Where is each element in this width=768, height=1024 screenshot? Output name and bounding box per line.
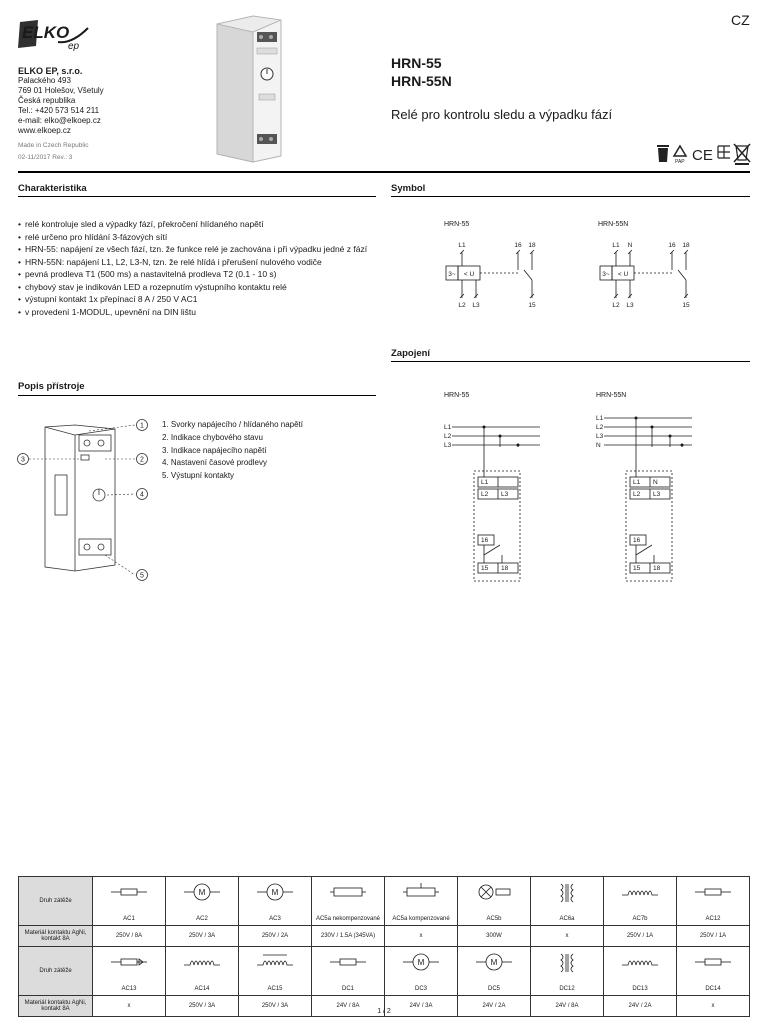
load-type-label: AC15 — [267, 986, 283, 992]
load-row-types-top — [19, 877, 750, 926]
section-symbol-rule — [391, 196, 750, 197]
wiring-b-title: HRN-55N — [596, 392, 627, 399]
symbol-a — [446, 242, 536, 309]
terminal-label: 18 — [653, 565, 661, 572]
resistor-icon — [693, 881, 733, 903]
terminal-label: L3 — [626, 302, 634, 309]
motor-icon — [474, 951, 514, 973]
product-subtitle: Relé pro kontrolu sledu a výpadku fází — [391, 107, 613, 122]
device-photo — [205, 14, 290, 164]
wiring-a — [444, 424, 540, 581]
svg-text:PAP: PAP — [675, 159, 685, 165]
legend-item: 3. Indikace napájecího napětí — [162, 445, 267, 455]
load-type-label: DC5 — [487, 986, 500, 992]
load-table — [18, 876, 750, 1017]
company-name: ELKO EP, s.r.o. — [18, 66, 83, 76]
load-type-label: AC3 — [269, 916, 281, 922]
characteristic-item: • HRN-55N: napájení L1, L2, L3-N, tzn. že relé hlídá i přerušení nulového vodiče — [18, 256, 378, 269]
load-value-cell: 24V / 3A — [385, 996, 458, 1017]
load-type-label: DC1 — [341, 986, 354, 992]
terminal-label: L3 — [472, 302, 480, 309]
transformer-icon — [547, 951, 587, 973]
load-type-cell — [166, 877, 239, 926]
fluorescent-icon — [328, 881, 368, 903]
company-tel: Tel.: +420 573 514 211 — [18, 106, 100, 115]
callout-1: 1 — [140, 422, 144, 430]
terminal-label: L2 — [612, 302, 620, 309]
motor-icon — [182, 881, 222, 903]
transformer-icon — [547, 881, 587, 903]
legend-item: 2. Indikace chybového stavu — [162, 432, 263, 442]
load-type-label: DC12 — [559, 986, 575, 992]
fluorescent-compensated-icon — [401, 881, 441, 903]
symbol-a-title: HRN-55 — [444, 221, 470, 228]
load-type-label: DC14 — [705, 986, 721, 992]
load-type-cell — [93, 877, 166, 926]
characteristic-item: • výstupní kontakt 1x přepínací 8 A / 250 V AC1 — [18, 293, 378, 306]
terminal-label: 16 — [514, 242, 522, 249]
line-label: L3 — [596, 433, 604, 440]
made-in: Made in Czech Republic — [18, 142, 89, 149]
load-value-cell: 250V / 3A — [239, 996, 312, 1017]
legend-item: 1. Svorky napájecího / hlídaného napětí — [162, 420, 303, 429]
contact-material-header: Materiál kontaktu AgNi, kontakt 8A — [19, 996, 93, 1017]
svg-text:M: M — [198, 888, 206, 897]
characteristic-item: • v provedení 1-MODUL, upevnění na DIN lištu — [18, 306, 378, 319]
section-wiring-title: Zapojení — [391, 348, 431, 359]
symbol-box-label: < U — [617, 271, 629, 278]
line-label: L1 — [596, 415, 604, 422]
terminal-label: L1 — [612, 242, 620, 249]
pap-recycle-icon — [674, 146, 686, 165]
contact-material-header: Materiál kontaktu AgNi, kontakt 8A — [19, 926, 93, 947]
terminal-label: 15 — [481, 565, 489, 572]
description-legend — [162, 419, 303, 483]
load-type-label: AC2 — [196, 916, 208, 922]
section-description-title: Popis přístroje — [18, 381, 85, 392]
terminal-label: L1 — [633, 479, 641, 486]
terminal-label: N — [627, 242, 633, 249]
header-rule — [18, 171, 750, 173]
legend-item: 5. Výstupní kontakty — [162, 471, 235, 481]
load-type-label: AC12 — [705, 916, 721, 922]
company-country: Česká republika — [18, 96, 76, 105]
symbol-b — [600, 242, 690, 309]
terminal-label: 16 — [481, 537, 489, 544]
symbol-box-label: 3~ — [602, 271, 610, 278]
load-value-cell: 24V / 2A — [604, 996, 677, 1017]
terminal-label: L2 — [633, 491, 641, 498]
load-type-cell — [604, 877, 677, 926]
terminal-label: 15 — [682, 302, 690, 309]
device-drawing — [15, 415, 155, 585]
load-row-types-bottom — [19, 947, 750, 996]
load-type-label: AC1 — [123, 916, 135, 922]
load-value-cell: 250V / 3A — [166, 996, 239, 1017]
company-info — [18, 66, 104, 136]
characteristic-item: • chybový stav je indikován LED a rozepnutím výstupního kontaktu relé — [18, 281, 378, 294]
language-code: CZ — [731, 12, 750, 28]
ce-mark-icon — [692, 147, 713, 164]
company-web: www.elkoep.cz — [18, 126, 71, 135]
model-b: HRN-55N — [391, 73, 452, 89]
symbol-diagram — [440, 214, 750, 314]
terminal-label: L2 — [458, 302, 466, 309]
resistor-diode-icon — [109, 951, 149, 973]
revision: 02-11/2017 Rev.: 3 — [18, 154, 73, 161]
section-characteristics-title: Charakteristika — [18, 183, 87, 194]
load-type-header: Druh zátěže — [19, 947, 93, 996]
wiring-a-title: HRN-55 — [444, 392, 470, 399]
terminal-label: 15 — [633, 565, 641, 572]
load-value-cell: 250V / 1A — [604, 926, 677, 947]
terminal-label: 18 — [682, 242, 690, 249]
load-type-label: AC6a — [559, 916, 575, 922]
load-value-cell: 300W — [458, 926, 531, 947]
load-row-values-top — [19, 926, 750, 947]
wiring-b — [596, 415, 692, 581]
recycle-bin-icon — [657, 145, 669, 162]
callout-5: 5 — [140, 572, 144, 580]
wiring-diagram — [440, 385, 750, 585]
section-wiring-rule — [391, 361, 750, 362]
resistor-icon — [693, 951, 733, 973]
section-characteristics-rule — [18, 196, 376, 197]
load-value-cell: 24V / 8A — [531, 996, 604, 1017]
certification-marks — [652, 140, 752, 166]
terminal-label: 18 — [501, 565, 509, 572]
company-email: e-mail: elko@elkoep.cz — [18, 116, 101, 125]
symbol-box-label: < U — [463, 271, 475, 278]
company-address2: 769 01 Holešov, Všetuly — [18, 86, 104, 95]
terminal-label: L2 — [481, 491, 489, 498]
load-type-label: AC7b — [632, 916, 648, 922]
load-value-cell: x — [677, 996, 750, 1017]
terminal-label: L3 — [653, 491, 661, 498]
weee-icon — [734, 144, 750, 165]
load-type-cell — [93, 947, 166, 996]
callout-4: 4 — [140, 491, 144, 499]
svg-text:M: M — [490, 958, 498, 967]
terminal-label: L1 — [458, 242, 466, 249]
load-type-cell — [531, 947, 604, 996]
load-type-label: DC13 — [632, 986, 648, 992]
model-names — [391, 54, 452, 90]
load-type-cell — [677, 947, 750, 996]
load-value-cell: x — [385, 926, 458, 947]
motor-icon — [401, 951, 441, 973]
svg-text:CE: CE — [692, 147, 713, 164]
motor-icon — [255, 881, 295, 903]
load-value-cell: 250V / 8A — [93, 926, 166, 947]
callout-3: 3 — [21, 456, 25, 464]
legend-item: 4. Nastavení časové prodlevy — [162, 458, 267, 468]
load-type-cell — [385, 877, 458, 926]
load-type-label: AC14 — [194, 986, 210, 992]
load-type-cell — [531, 877, 604, 926]
load-value-cell: 250V / 1A — [677, 926, 750, 947]
line-label: L2 — [444, 433, 452, 440]
eac-mark-icon — [718, 146, 730, 158]
load-type-label: AC5b — [486, 916, 502, 922]
terminal-label: N — [653, 479, 658, 486]
load-value-cell: 24V / 8A — [312, 996, 385, 1017]
load-type-label: AC13 — [121, 986, 137, 992]
made-info — [18, 140, 88, 164]
model-a: HRN-55 — [391, 55, 442, 71]
inductor-core-icon — [255, 951, 295, 973]
load-type-cell — [239, 947, 312, 996]
load-type-cell — [458, 947, 531, 996]
symbol-b-title: HRN-55N — [598, 221, 629, 228]
load-value-cell: 250V / 2A — [239, 926, 312, 947]
load-type-cell — [458, 877, 531, 926]
line-label: L1 — [444, 424, 452, 431]
callout-2: 2 — [140, 456, 144, 464]
svg-text:M: M — [417, 958, 425, 967]
load-value-cell: 250V / 3A — [166, 926, 239, 947]
load-value-cell: x — [531, 926, 604, 947]
inductor-small-icon — [182, 951, 222, 973]
load-type-cell — [312, 877, 385, 926]
terminal-label: L3 — [501, 491, 509, 498]
symbol-box-label: 3~ — [448, 271, 456, 278]
line-label: L3 — [444, 442, 452, 449]
terminal-label: 16 — [633, 537, 641, 544]
inductor-icon — [620, 881, 660, 903]
page-number: 1 / 2 — [377, 1008, 391, 1015]
load-type-label: DC3 — [414, 986, 427, 992]
line-label: N — [596, 442, 601, 449]
load-type-cell — [385, 947, 458, 996]
characteristic-item: • relé určeno pro hlídání 3-fázových sítí — [18, 231, 378, 244]
terminal-label: L1 — [481, 479, 489, 486]
load-value-cell: x — [93, 996, 166, 1017]
terminal-label: 18 — [528, 242, 536, 249]
load-type-cell — [166, 947, 239, 996]
svg-text:M: M — [271, 888, 279, 897]
load-value-cell: 24V / 2A — [458, 996, 531, 1017]
load-type-cell — [677, 877, 750, 926]
logo-text: ELKO — [22, 23, 70, 42]
characteristic-item: • relé kontroluje sled a výpadky fází, překročení hlídaného napětí — [18, 218, 378, 231]
characteristic-item: • HRN-55: napájení ze všech fází, tzn. že funkce relé je zachována i při výpadku jedné z fází — [18, 243, 378, 256]
elko-logo — [18, 18, 94, 52]
section-description-rule — [18, 395, 376, 396]
load-type-label: AC5a kompenzované — [392, 916, 450, 922]
line-label: L2 — [596, 424, 604, 431]
logo-suffix: ep — [68, 41, 80, 52]
load-type-cell — [239, 877, 312, 926]
load-type-header: Druh zátěže — [19, 877, 93, 926]
characteristics-list — [18, 218, 378, 318]
load-value-cell: 230V / 1.5A (345VA) — [312, 926, 385, 947]
company-address1: Palackého 493 — [18, 76, 71, 85]
bulb-icon — [474, 881, 514, 903]
characteristic-item: • pevná prodleva T1 (500 ms) a nastavitelná prodleva T2 (0.1 - 10 s) — [18, 268, 378, 281]
terminal-label: 15 — [528, 302, 536, 309]
inductor-icon — [620, 951, 660, 973]
resistor-icon — [109, 881, 149, 903]
load-type-cell — [312, 947, 385, 996]
section-symbol-title: Symbol — [391, 183, 426, 194]
load-type-cell — [604, 947, 677, 996]
resistor-icon — [328, 951, 368, 973]
load-type-label: AC5a nekompenzované — [315, 916, 381, 922]
terminal-label: 16 — [668, 242, 676, 249]
